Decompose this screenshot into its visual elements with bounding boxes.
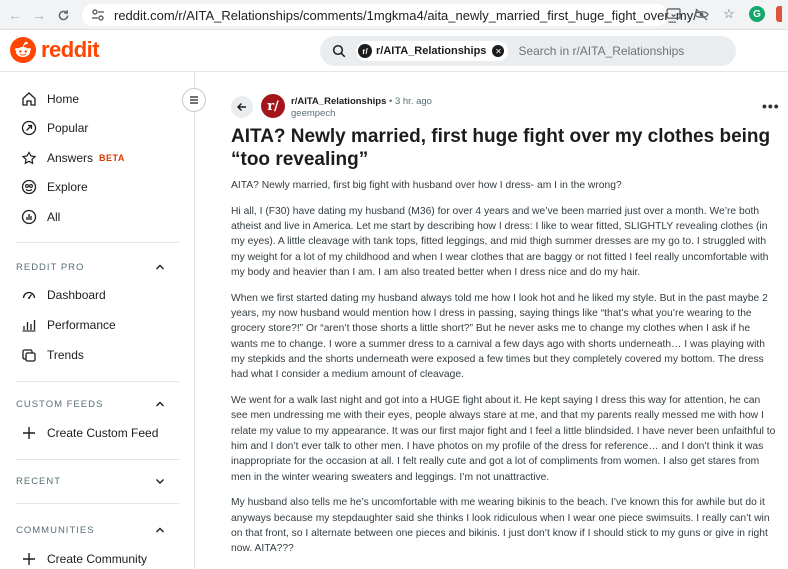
create-custom-feed-button[interactable] — [20, 421, 158, 445]
profile-edge-icon[interactable] — [776, 5, 782, 23]
search-input[interactable] — [320, 36, 736, 66]
sidebar-item-label: All — [47, 210, 61, 224]
url-text: reddit.com/r/AITA_Relationships/comments/1mgkma4/aita_newly_married_first_huge_fight_over_my/ — [114, 7, 697, 23]
reddit-snoo-icon — [10, 37, 36, 63]
sidebar-item-label: Create Custom Feed — [47, 426, 159, 440]
browser-forward-icon[interactable]: → — [32, 7, 46, 23]
subreddit-link[interactable]: r/AITA_Relationships — [291, 96, 387, 107]
explore-icon — [20, 178, 38, 196]
close-icon[interactable]: ✕ — [492, 45, 504, 57]
beta-badge: BETA — [99, 153, 125, 163]
sidebar-item-label: Trends — [47, 348, 84, 362]
performance-icon — [20, 316, 38, 334]
section-toggle-recent[interactable] — [16, 475, 166, 487]
sidebar-item-all[interactable] — [20, 205, 60, 229]
menu-icon — [188, 94, 200, 106]
extension-icon[interactable]: G — [748, 5, 766, 23]
address-bar[interactable] — [82, 4, 697, 26]
sidebar-divider — [16, 503, 179, 504]
back-button[interactable] — [231, 96, 253, 118]
sidebar-item-home[interactable] — [20, 87, 79, 111]
collapse-sidebar-button[interactable] — [182, 88, 206, 112]
cast-icon[interactable] — [664, 5, 682, 23]
sidebar-item-dashboard[interactable] — [20, 283, 106, 307]
section-toggle-custom-feeds[interactable] — [16, 398, 166, 410]
post-time: • 3 hr. ago — [389, 96, 432, 107]
post-paragraph: My husband also tells me he’s uncomfortable with me wearing bikinis to the beach. I’ve known this for awhile but do it anyways because my stepdaughter said she thinks I look ridiculous when I wear one piece swimsuits. I really can’t win on that front, so I alternate between one pieces and bikinis. I just don’t know if I should stick to my guns or give in right now. AITA??? — [231, 497, 770, 555]
answers-icon — [20, 149, 38, 167]
reddit-wordmark: reddit — [41, 37, 100, 62]
sidebar-item-label: Dashboard — [47, 288, 106, 302]
subreddit-chip-avatar: r/ — [358, 44, 372, 58]
popular-icon — [20, 119, 38, 137]
dashboard-icon — [20, 286, 38, 304]
sidebar-item-label: Create Community — [47, 552, 148, 566]
browser-back-icon[interactable]: ← — [8, 7, 22, 23]
section-heading: CUSTOM FEEDS — [16, 398, 104, 410]
post-meta — [291, 96, 432, 120]
left-sidebar — [0, 72, 195, 569]
sidebar-item-label: Answers — [47, 151, 94, 165]
subreddit-avatar[interactable]: r/ — [261, 94, 285, 118]
chevron-up-icon — [154, 261, 166, 273]
search-placeholder: Search in r/AITA_Relationships — [518, 44, 685, 58]
post-paragraph: We went for a walk last night and got into a HUGE fight about it. He kept saying I dress this way for attention, he can see men undressing me with their eyes, people always stare at me, and that my parents really messed me with how I relate my value to my appearance. It was our first major fight and I feel a little blindsided. I have never been unfaithful to him and I don’t ever talk to other men. I have photos on my profile of the dress for reference… and I don’t think it was inappropriate for the occasion at all. I felt really cute and got a lot of compliments from women. I also get stares from men in the winter wearing sweaters and leggings. I’m not unattractive. — [231, 395, 776, 483]
chevron-up-icon — [154, 398, 166, 410]
post-title: AITA? Newly married, first huge fight over my clothes being “too revealing” — [231, 126, 771, 170]
post-body — [231, 178, 776, 567]
sidebar-item-label: Explore — [47, 180, 88, 194]
section-toggle-reddit-pro[interactable] — [16, 261, 166, 273]
sidebar-item-label: Popular — [47, 121, 89, 135]
eye-off-icon[interactable] — [692, 5, 710, 23]
subreddit-chip-label: r/AITA_Relationships — [376, 45, 487, 57]
trends-icon — [20, 346, 38, 364]
create-community-button[interactable] — [20, 547, 147, 569]
sidebar-divider — [16, 242, 179, 243]
section-heading: RECENT — [16, 475, 62, 487]
more-options-icon[interactable]: ••• — [762, 98, 780, 114]
sidebar-item-explore[interactable] — [20, 175, 88, 199]
browser-reload-icon[interactable] — [52, 4, 74, 26]
plus-icon — [20, 424, 38, 442]
sidebar-item-answers[interactable] — [20, 146, 125, 170]
chevron-down-icon — [154, 475, 166, 487]
bookmark-star-icon[interactable]: ☆ — [723, 6, 735, 21]
home-icon — [20, 90, 38, 108]
author-link[interactable]: geempech — [291, 108, 336, 119]
section-toggle-communities[interactable] — [16, 524, 166, 536]
reddit-header — [0, 30, 788, 72]
sidebar-item-performance[interactable] — [20, 313, 116, 337]
section-heading: REDDIT PRO — [16, 261, 85, 273]
sidebar-divider — [16, 381, 179, 382]
post-paragraph: When we first started dating my husband always told me how I look hot and he liked my style. But in the past maybe 2 years, my now husband would mention how I dress in passing, saying things like “that’s what you’re wearing to the grocery store?!” Or “aren’t those shorts a little short?” But he never asks me to change my clothes when I ask if he wants me to change. I wore a summer dress to a carnival a few days ago with shorts underneath… I was playing with my stepkids and the shorts underneath were exposed a few times but they completely covered my bottom. The dress had what I consider a medium amount of cleavage. — [231, 292, 768, 381]
sidebar-divider — [16, 459, 179, 460]
section-heading: COMMUNITIES — [16, 524, 95, 536]
sidebar-item-label: Performance — [47, 318, 116, 332]
reddit-logo[interactable] — [10, 37, 99, 63]
browser-toolbar — [0, 0, 788, 30]
sidebar-item-trends[interactable] — [20, 343, 84, 367]
subreddit-search-chip[interactable] — [356, 41, 508, 61]
all-icon — [20, 208, 38, 226]
site-settings-icon[interactable] — [90, 7, 106, 23]
post-paragraph: Hi all, I (F30) have dating my husband (M36) for over 4 years and we’ve been married just over a month. We’re both atheist and live in America. Let me start by describing how I dress: I like to wear fitted, SLIGHTLY revealing clothes (in my eyes). A little cleavage with tank tops, fitted leggings, and mid thigh summer dresses are my go to. I struggled with my weight for a lot of my childhood and when I wear clothes that are baggy or not fitted I feel really uncomfortable with my body and heavier than I am. I am also treated better when I dress nice and do my hair. — [231, 205, 769, 278]
search-icon — [332, 44, 346, 58]
chevron-up-icon — [154, 524, 166, 536]
post-paragraph: AITA? Newly married, first big fight with husband over how I dress- am I in the wrong? — [231, 180, 622, 191]
sidebar-item-label: Home — [47, 92, 80, 106]
sidebar-item-popular[interactable] — [20, 116, 88, 140]
arrow-left-icon — [236, 101, 248, 113]
plus-icon — [20, 550, 38, 568]
